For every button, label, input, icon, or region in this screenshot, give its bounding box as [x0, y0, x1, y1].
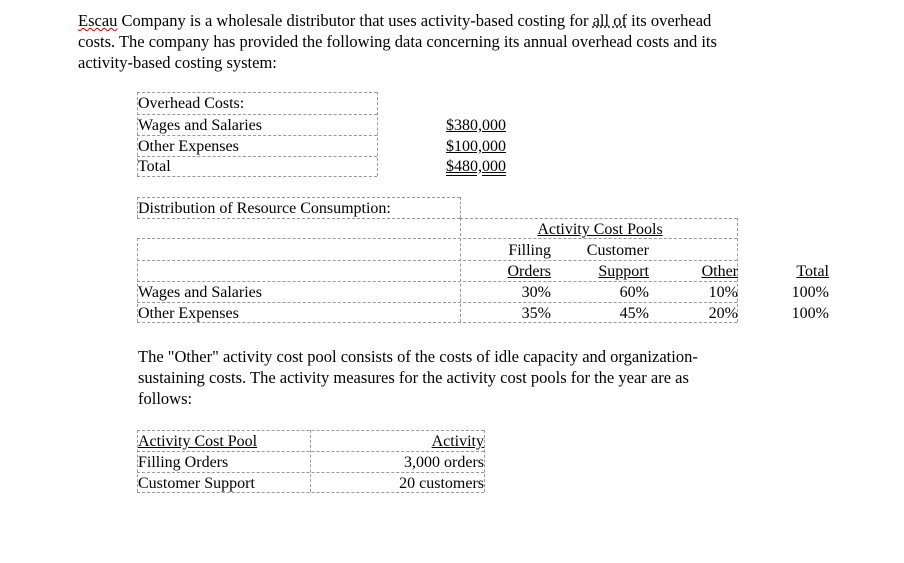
intro-line-1: Escau Company is a wholesale distributor that uses activity-based costing for all of its overhead — [78, 11, 712, 30]
overhead-costs-heading: Overhead Costs: — [138, 95, 245, 112]
activity-row-pool: Customer Support — [138, 475, 255, 492]
distribution-cell: 30% — [521, 284, 551, 301]
intro-paragraph — [78, 10, 717, 73]
distribution-heading: Distribution of Resource Consumption: — [138, 200, 391, 217]
col-header-total: Total — [796, 263, 829, 280]
overhead-amount-total: $480,000 — [446, 158, 506, 175]
distribution-cell: 35% — [521, 305, 551, 322]
distribution-cell: 100% — [791, 305, 829, 322]
activity-row-value: 3,000 orders — [404, 454, 484, 471]
col-header-other: Other — [701, 263, 738, 280]
distribution-row-label: Wages and Salaries — [138, 284, 262, 301]
col-header-customer: Customer — [586, 242, 649, 259]
activity-row-value: 20 customers — [399, 475, 484, 492]
company-name: Escau — [78, 11, 118, 30]
activity-row-pool: Filling Orders — [138, 454, 229, 471]
distribution-cell: 60% — [619, 284, 649, 301]
distribution-cell: 45% — [619, 305, 649, 322]
col-header-orders: Orders — [507, 263, 551, 280]
note-paragraph: The "Other" activity cost pool consists of the costs of idle capacity and organization- sustaining costs. The activity measures for the activity cost pools for the year are as follows: — [138, 347, 698, 408]
overhead-row-label: Total — [138, 158, 171, 175]
overhead-amount-other: $100,000 — [446, 138, 506, 155]
col-header-filling: Filling — [508, 242, 551, 259]
activity-cost-pools-header: Activity Cost Pools — [537, 221, 663, 238]
distribution-cell: 10% — [708, 284, 738, 301]
col-header-activity: Activity — [431, 433, 484, 450]
intro-line-2: costs. The company has provided the following data concerning its annual overhead costs and its — [78, 32, 717, 51]
overhead-row-label: Other Expenses — [138, 138, 239, 155]
overhead-amount-wages: $380,000 — [446, 117, 506, 134]
col-header-activity-cost-pool: Activity Cost Pool — [138, 433, 258, 450]
distribution-cell: 20% — [708, 305, 738, 322]
intro-line-3: activity-based costing system: — [78, 53, 277, 72]
overhead-row-label: Wages and Salaries — [138, 117, 262, 134]
col-header-support: Support — [598, 263, 649, 280]
distribution-row-label: Other Expenses — [138, 305, 239, 322]
distribution-cell: 100% — [791, 284, 829, 301]
